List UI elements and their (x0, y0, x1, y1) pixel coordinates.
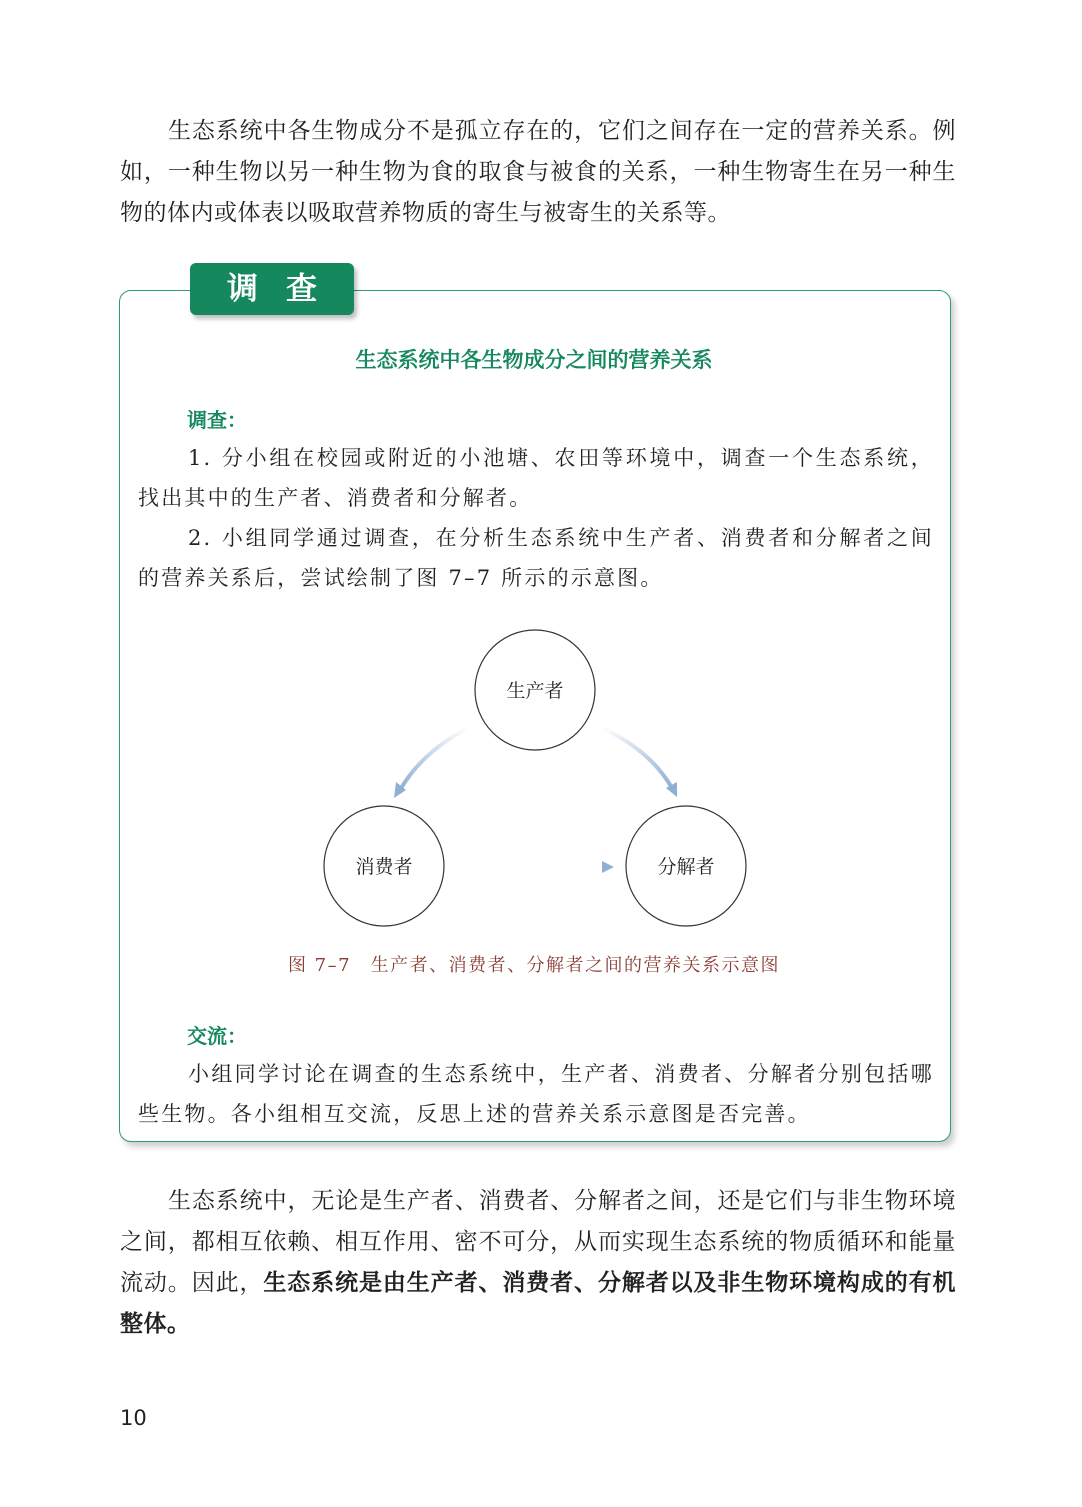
consumer-label: 消费者 (355, 856, 413, 878)
node-producer (475, 630, 595, 750)
arrowhead-bottom (602, 861, 614, 873)
step-2: 2. 小组同学通过调查，在分析生态系统中生产者、消费者和分解者之间的营养关系后，尝试绘制了图 7–7 所示的示意图。 (138, 526, 934, 590)
exchange-label: 交流： (187, 1024, 247, 1048)
producer-label: 生产者 (506, 680, 564, 702)
survey-tab: 调查 (190, 263, 354, 315)
decomposer-label: 分解者 (657, 856, 715, 878)
conclusion-paragraph (120, 1181, 956, 1345)
conclusion-text: 生态系统中，无论是生产者、消费者、分解者之间，还是它们与非生物环境之间，都相互依赖、相互作用、密不可分，从而实现生态系统的物质循环和能量流动。因此， (120, 1188, 956, 1296)
intro-paragraph: 生态系统中各生物成分不是孤立存在的，它们之间存在一定的营养关系。例如，一种生物以另一种生物为食的取食与被食的关系，一种生物寄生在另一种生物的体内或体表以吸取营养物质的寄生与被寄生的关系等。 (120, 118, 956, 226)
arrow-producer-to-consumer (400, 728, 468, 790)
node-decomposer (626, 806, 746, 926)
exchange-paragraph: 小组同学讨论在调查的生态系统中，生产者、消费者、分解者分别包括哪些生物。各小组相互交流，反思上述的营养关系示意图是否完善。 (138, 1062, 934, 1126)
page-number: 10 (120, 1406, 147, 1430)
trophic-diagram (300, 620, 780, 940)
investigate-label: 调查： (187, 408, 247, 432)
step-1: 1. 分小组在校园或附近的小池塘、农田等环境中，调查一个生态系统，找出其中的生产者、消费者和分解者。 (138, 446, 934, 510)
survey-title: 生态系统中各生物成分之间的营养关系 (355, 348, 713, 372)
arrow-producer-to-decomposer (602, 728, 672, 788)
node-consumer (324, 806, 444, 926)
figure-caption: 图 7–7 生产者、消费者、分解者之间的营养关系示意图 (287, 955, 781, 976)
conclusion-bold-text: 生态系统是由生产者、消费者、分解者以及非生物环境构成的有机整体。 (120, 1270, 957, 1337)
